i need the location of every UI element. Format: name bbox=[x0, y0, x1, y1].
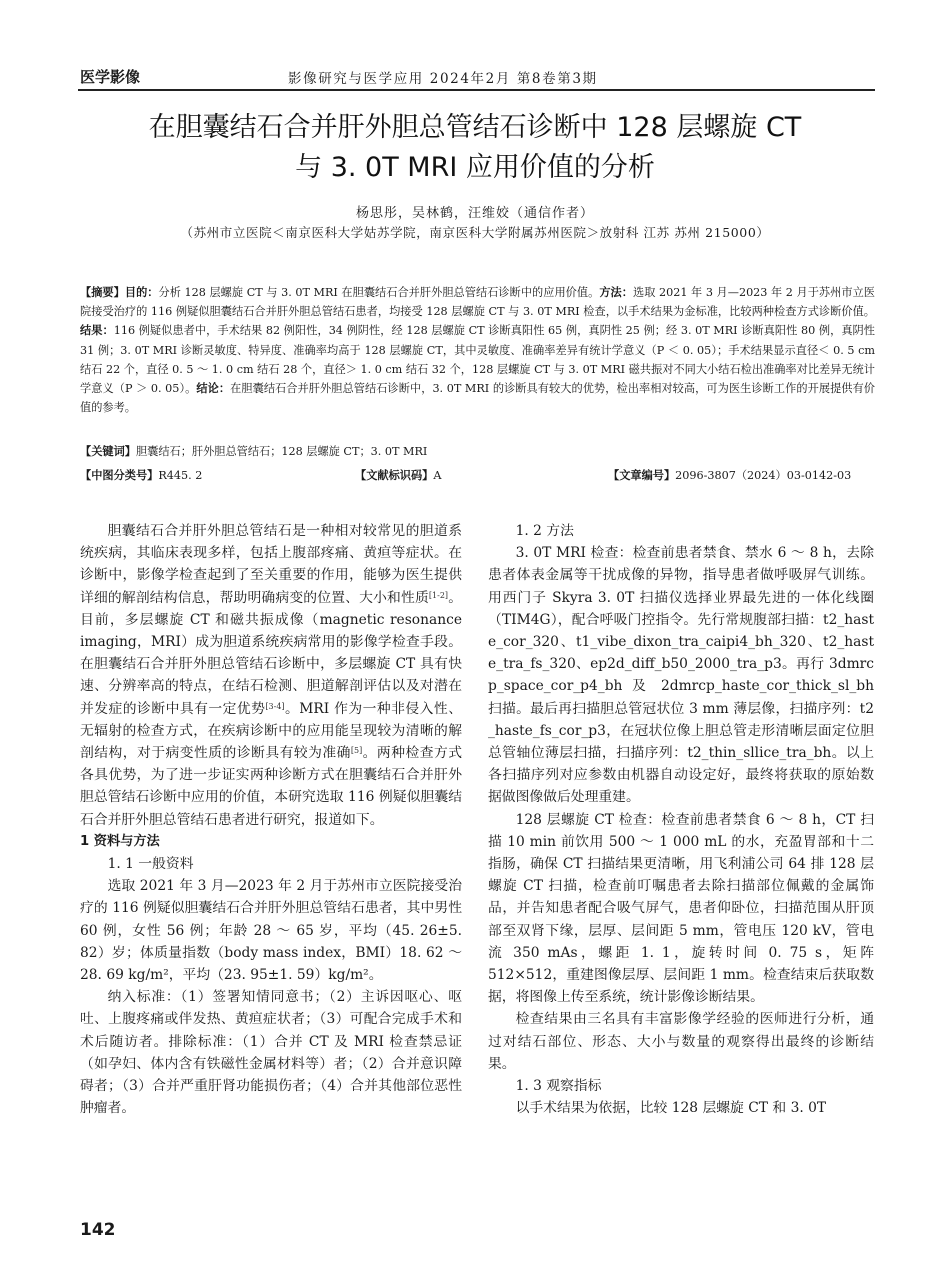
title-line-1: 在胆囊结石合并肝外胆总管结石诊断中 128 层螺旋 CT bbox=[148, 112, 802, 143]
body-paragraph: 以手术结果为依据，比较 128 层螺旋 CT 和 3. 0T bbox=[515, 1100, 827, 1117]
section-label: 医学影像 bbox=[80, 68, 141, 86]
intro-paragraph bbox=[80, 520, 462, 831]
citation: [1-2] bbox=[428, 590, 449, 600]
abstract-conclusion: 在胆囊结石合并肝外胆总管结石诊断中，3. 0T MRI 的诊断具有较大的优势，检出率相对较高，可为医生诊断工作的开展提供有价值的参考。 bbox=[80, 382, 875, 415]
clc-label: 【中图分类号】 bbox=[80, 469, 159, 482]
conclusion-label: 结论： bbox=[196, 382, 231, 396]
intro-text-1: 胆囊结石合并肝外胆总管结石是一种相对较常见的胆道系统疾病，其临床表现多样，包括上腹部疼痛、黄疸等症状。在诊断中，影像学检查起到了至关重要的作用，能够为医生提供详细的解剖结构信息，帮助明确病变的位置、大小和性质 bbox=[80, 523, 462, 606]
article-number-label: 【文章编号】 bbox=[608, 469, 676, 482]
article-number-value: 2096-3807（2024）03-0142-03 bbox=[675, 469, 852, 482]
intro-text-2: 。目前，多层螺旋 CT 和磁共振成像（magnetic resonance imaging，MRI）成为胆道系统疾病常用的影像学检查手段。在胆囊结石合并肝外胆总管结石诊断中，多层螺旋 CT 具有快速、分辨率高的特点，在结石检测、胆道解剖评估以及对潜在并发症的诊断中具有一定优势 bbox=[80, 589, 463, 717]
doc-value: A bbox=[433, 469, 442, 482]
abstract-purpose: 分析 128 层螺旋 CT 与 3. 0T MRI 在胆囊结石合并肝外胆总管结石诊断中的应用价值。 bbox=[158, 286, 600, 299]
purpose-label: 目的： bbox=[124, 286, 159, 299]
subsection-heading: 1. 3 观察指标 bbox=[515, 1078, 602, 1095]
affiliation: （苏州市立医院＜南京医科大学姑苏学院，南京医科大学附属苏州医院＞放射科 江苏 苏州 215000） bbox=[180, 225, 770, 240]
keywords-label: 【关键词】 bbox=[80, 445, 136, 458]
abstract bbox=[80, 283, 875, 417]
intro-text-3: 。MRI 作为一种非侵入性、无辐射的检查方式，在疾病诊断中的应用能呈现较为清晰的解剖结构，对于病变性质的诊断具有较为准确 bbox=[80, 700, 462, 762]
intro-text-4: 。两种检查方式各具优势，为了进一步证实两种诊断方式在胆囊结石合并肝外胆总管结石诊断中应用的价值，本研究选取 116 例疑似胆囊结石合并肝外胆总管结石患者进行研究，报道如下。 bbox=[80, 745, 463, 828]
citation: [3-4] bbox=[265, 701, 285, 711]
citation: [5] bbox=[350, 746, 363, 756]
clc-value: R445. 2 bbox=[158, 469, 203, 482]
body-paragraph: 128 层螺旋 CT 检查：检查前患者禁食 6 ～ 8 h，CT 扫描 10 min 前饮用 500 ～ 1 000 mL 的水，充盈胃部和十二指肠，确保 CT 扫描结果更清晰，用飞利浦公司 64 排 128 层螺旋 CT 扫描，检查前叮嘱患者去除扫描部位佩戴的金属饰品，并告知患者配合吸气屏气，患者仰卧位，扫描范围从肝顶部至双肾下缘，层厚、层间距 5 mm，管电压 120 kV，管电流 350 mAs，螺距 1. 1，旋转时间 0. 75 s，矩阵 512×512，重建图像层厚、层间距 1 mm。检查结束后获取数据，将图像上传至系统，统计影像诊断结果。 bbox=[488, 811, 874, 1006]
doc-code bbox=[355, 466, 441, 485]
authors: 杨思彤，吴林鹤，汪维姣（通信作者） bbox=[355, 206, 594, 221]
article-number bbox=[608, 466, 851, 485]
article-title bbox=[60, 108, 890, 188]
header-rule bbox=[78, 89, 875, 91]
page-number: 142 bbox=[80, 1220, 116, 1240]
body-paragraph: 检查结果由三名具有丰富影像学经验的医师进行分析，通过对结石部位、形态、大小与数量的观察得出最终的诊断结果。 bbox=[488, 1011, 874, 1072]
abstract-method: 选取 2021 年 3 月—2023 年 2 月于苏州市立医院接受治疗的 116 例疑似胆囊结石合并肝外胆总管结石患者，均接受 128 层螺旋 CT 与 3. 0T MRI 检查，以手术结果为金标准，比较两种检查方式诊断价值。 bbox=[80, 286, 875, 319]
keywords-text: 胆囊结石；肝外胆总管结石；128 层螺旋 CT；3. 0T MRI bbox=[135, 445, 428, 458]
keywords bbox=[80, 442, 875, 461]
method-label: 方法： bbox=[599, 286, 633, 299]
result-label: 结果： bbox=[80, 324, 114, 338]
abstract-label: 【摘要】 bbox=[80, 286, 125, 299]
body-paragraph: 3. 0T MRI 检查：检查前患者禁食、禁水 6 ～ 8 h，去除患者体表金属等干扰成像的异物，指导患者做呼吸屏气训练。用西门子 Skyra 3. 0T 扫描仪选择业界最先进的一体化线圈（TIM4G），配合呼吸门控指令。先行常规腹部扫描：t2_haste_cor_320、t1_vibe_dixon_tra_caipi4_bh_320、t2_haste_tra_fs_320、ep2d_diff_b50_2000_tra_p3。再行 3dmrcp_space_cor_p4_bh 及 2dmrcp_haste_cor_thick_sl_bh 扫描。最后再扫描胆总管冠状位 3 mm 薄层像，扫描序列：t2_haste_fs_cor_p3，在冠状位像上胆总管走形清晰层面定位胆总管轴位薄层扫描，扫描序列：t2_thin_sllice_tra_bh。以上各扫描序列对应参数由机器自动设定好，最终将获取的原始数据做图像做后处理重建。 bbox=[488, 545, 874, 806]
clc-code bbox=[80, 466, 202, 485]
doc-label: 【文献标识码】 bbox=[355, 469, 434, 482]
section-heading: 1 资料与方法 bbox=[80, 833, 160, 849]
right-column bbox=[488, 520, 874, 1119]
subsection-heading: 1. 1 一般资料 bbox=[107, 856, 194, 873]
title-line-2: 与 3. 0T MRI 应用价值的分析 bbox=[295, 152, 655, 183]
journal-header: 影像研究与医学应用 2024年2月 第8卷第3期 bbox=[288, 71, 598, 87]
subsection-heading: 1. 2 方法 bbox=[515, 523, 574, 539]
abstract-result: 116 例疑似患者中，手术结果 82 例阳性，34 例阴性，经 128 层螺旋 CT 诊断真阳性 65 例，真阴性 25 例；经 3. 0T MRI 诊断真阳性 80 例，真阴性 31 例；3. 0T MRI 诊断灵敏度、特异度、准确率均高于 128 层螺旋 CT，其中灵敏度、准确率差异有统计学意义（P ＜ 0. 05）；手术结果显示直径＜ 0. 5 cm 结石 22 个，直径 0. 5 ～ 1. 0 cm 结石 28 个，直径＞ 1. 0 cm 结石 32 个，128 层螺旋 CT 与 3. 0T MRI 磁共振对不同大小结石检出准确率对比差异无统计学意义（P ＞ 0. 05）。 bbox=[80, 324, 875, 396]
body-paragraph: 纳入标准：（1）签署知情同意书；（2）主诉因呕心、呕吐、上腹疼痛或伴发热、黄疸症状者；（3）可配合完成手术和术后随访者。排除标准：（1）合并 CT 及 MRI 检查禁忌证（如孕妇、体内含有铁磁性金属材料等）者；（2）合并意识障碍者；（3）合并严重肝肾功能损伤者；（4）合并其他部位恶性肿瘤者。 bbox=[80, 989, 462, 1117]
body-paragraph: 选取 2021 年 3 月—2023 年 2 月于苏州市立医院接受治疗的 116 例疑似胆囊结石合并肝外胆总管结石患者，其中男性 60 例，女性 56 例；年龄 28 ～ 65 岁，平均（45. 26±5. 82）岁；体质量指数（body mass index，BMI）18. 62 ～ 28. 69 kg/m²，平均（23. 95±1. 59）kg/m²。 bbox=[80, 878, 462, 984]
left-column bbox=[80, 520, 462, 1119]
